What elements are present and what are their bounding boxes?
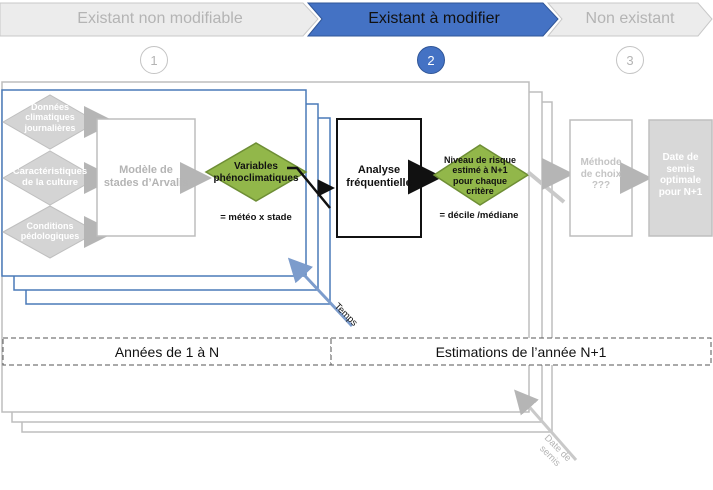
step-number-3: 3: [616, 46, 644, 74]
conditions-label: Conditions pédologiques: [20, 221, 80, 242]
niveau-note: = décile /médiane: [439, 210, 519, 221]
methode-label: Méthode de choix ???: [580, 157, 622, 191]
caracteristiques-label: Caractéristiques de la culture: [12, 166, 88, 188]
variables-label: Variables phénoclimatiques: [213, 161, 299, 184]
band-left-label: Années de 1 à N: [114, 344, 220, 360]
stage-label-2: Existant à modifier: [368, 10, 500, 27]
step-number-1: 1: [140, 46, 168, 74]
stage-label-1: Existant non modifiable: [77, 10, 243, 27]
modele-label: Modèle de stades d’Arvalis: [103, 164, 189, 189]
temps-label: Temps: [331, 300, 360, 329]
date-label: Date de semis optimale pour N+1: [658, 152, 703, 198]
donnees-label: Données climatiques journalières: [24, 102, 76, 133]
date-semis-label: Date de semis: [537, 432, 574, 469]
band-right-label: Estimations de l’année N+1: [435, 344, 607, 360]
niveau-label: Niveau de risque estimé à N+1 pour chaque critère: [443, 155, 517, 197]
stage-label-3: Non existant: [585, 10, 675, 27]
step-number-2: 2: [417, 46, 445, 74]
analyse-label: Analyse fréquentielle: [346, 164, 412, 189]
variables-note: = météo x stade: [220, 212, 292, 223]
